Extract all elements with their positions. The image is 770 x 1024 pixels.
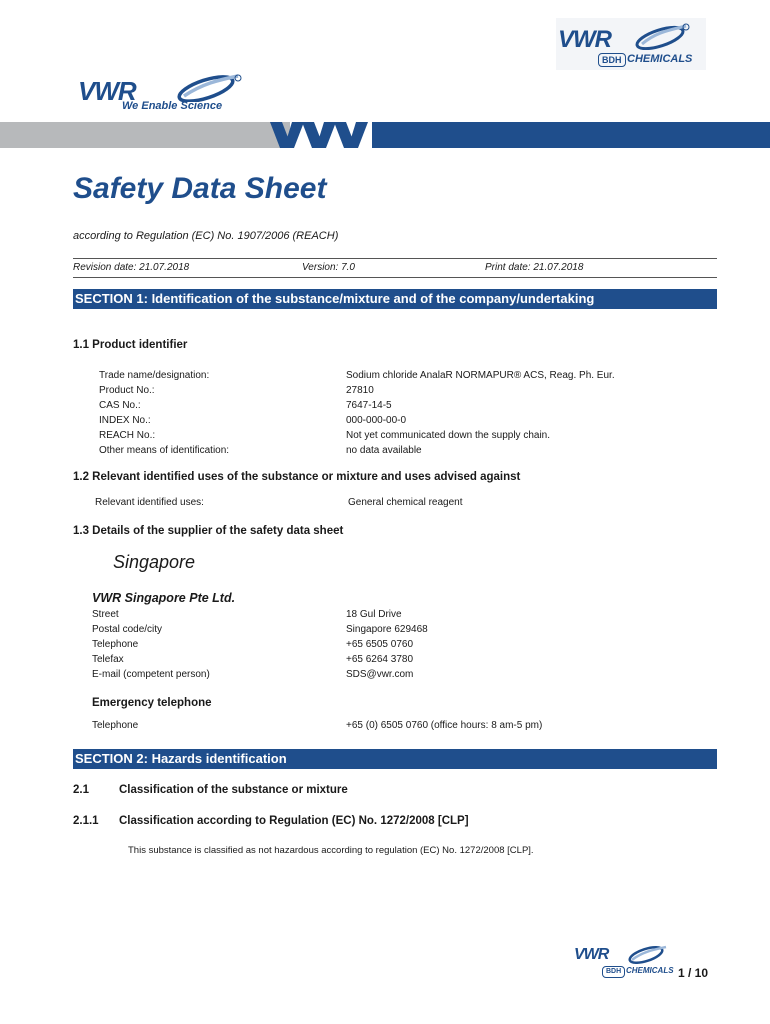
kv-value[interactable]: SDS@vwr.com	[346, 669, 414, 680]
kv-value: +65 6505 0760	[346, 639, 414, 650]
kv-row	[92, 667, 692, 682]
s211-title: Classification according to Regulation (EC) No. 1272/2008 [CLP]	[119, 815, 469, 827]
print-date: Print date: 21.07.2018	[485, 262, 584, 273]
s211-number: 2.1.1	[73, 815, 99, 827]
kv-value: no data available	[346, 445, 422, 456]
banner-blue-bar	[372, 122, 770, 148]
kv-value: Not yet communicated down the supply chain.	[346, 430, 550, 441]
top-logo-badge: BDH	[598, 53, 626, 67]
banner-grey-bar	[0, 122, 290, 148]
main-logo-tagline: We Enable Science	[122, 100, 223, 112]
kv-key: Postal code/city	[92, 624, 163, 635]
revision-row	[73, 258, 717, 278]
kv-value: 27810	[346, 385, 374, 396]
footer-logo-word: VWR	[574, 946, 609, 963]
kv-row	[99, 413, 699, 428]
vwr-chevron-icon	[262, 122, 380, 148]
kv-key: Trade name/designation:	[99, 370, 210, 381]
footer-logo-sub: CHEMICALS	[626, 966, 674, 975]
product-identifier-list	[99, 368, 699, 460]
kv-key: Other means of identification:	[99, 445, 230, 456]
page-title: Safety Data Sheet	[73, 172, 327, 205]
kv-row	[99, 428, 699, 443]
emergency-heading: Emergency telephone	[92, 697, 212, 709]
kv-key: E-mail (competent person)	[92, 669, 210, 680]
top-logo-word: VWR	[558, 26, 611, 53]
supplier-details-list	[92, 607, 692, 683]
swoosh-icon	[624, 944, 670, 964]
revision-date: Revision date: 21.07.2018	[73, 262, 190, 273]
kv-row	[99, 368, 699, 383]
kv-value: 000-000-00-0	[346, 415, 407, 426]
kv-value: +65 6264 3780	[346, 654, 414, 665]
footer-logo-badge: BDH	[602, 966, 625, 978]
top-logo-sub: CHEMICALS	[627, 53, 693, 65]
supplier-heading: 1.3 Details of the supplier of the safety data sheet	[73, 525, 344, 537]
regulation-subtitle: according to Regulation (EC) No. 1907/2006 (REACH)	[73, 230, 339, 242]
kv-key: Telephone	[92, 639, 139, 650]
kv-key: REACH No.:	[99, 430, 156, 441]
kv-value: 18 Gul Drive	[346, 609, 402, 620]
product-identifier-heading: 1.1 Product identifier	[73, 339, 188, 351]
footer-brand-logo	[574, 944, 674, 980]
top-brand-logo	[556, 18, 706, 70]
section1-header: SECTION 1: Identification of the substance/mixture and of the company/undertaking	[73, 289, 717, 309]
kv-key: CAS No.:	[99, 400, 141, 411]
kv-key: Relevant identified uses:	[95, 497, 204, 508]
page-number: 1 / 10	[678, 966, 709, 980]
supplier-company: VWR Singapore Pte Ltd.	[92, 591, 236, 605]
kv-row	[92, 652, 692, 667]
kv-row	[92, 622, 692, 637]
swoosh-icon	[630, 22, 692, 50]
kv-value: +65 (0) 6505 0760 (office hours: 8 am-5 pm)	[346, 720, 543, 731]
kv-row	[99, 398, 699, 413]
s21-number: 2.1	[73, 784, 89, 796]
kv-value: General chemical reagent	[348, 497, 463, 508]
kv-row	[92, 637, 692, 652]
kv-value: Singapore 629468	[346, 624, 428, 635]
main-brand-logo	[78, 72, 258, 114]
kv-key: Telephone	[92, 720, 139, 731]
kv-key: INDEX No.:	[99, 415, 151, 426]
identified-uses-row	[95, 495, 695, 510]
version: Version: 7.0	[302, 262, 355, 273]
kv-value: 7647-14-5	[346, 400, 392, 411]
kv-key: Product No.:	[99, 385, 155, 396]
main-logo-word: VWR	[78, 76, 136, 106]
supplier-country: Singapore	[113, 552, 196, 572]
swoosh-icon	[172, 72, 244, 102]
s21-title: Classification of the substance or mixture	[119, 784, 348, 796]
kv-row	[99, 383, 699, 398]
emergency-row	[92, 718, 692, 733]
identified-uses-heading: 1.2 Relevant identified uses of the substance or mixture and uses advised against	[73, 471, 521, 483]
kv-key: Telefax	[92, 654, 124, 665]
s211-body: This substance is classified as not hazardous according to regulation (EC) No. 1272/2008 [CLP].	[128, 845, 534, 856]
section2-header: SECTION 2: Hazards identification	[73, 749, 717, 769]
kv-row	[99, 443, 699, 458]
kv-row	[92, 607, 692, 622]
kv-value: Sodium chloride AnalaR NORMAPUR® ACS, Reag. Ph. Eur.	[346, 370, 615, 381]
kv-key: Street	[92, 609, 119, 620]
